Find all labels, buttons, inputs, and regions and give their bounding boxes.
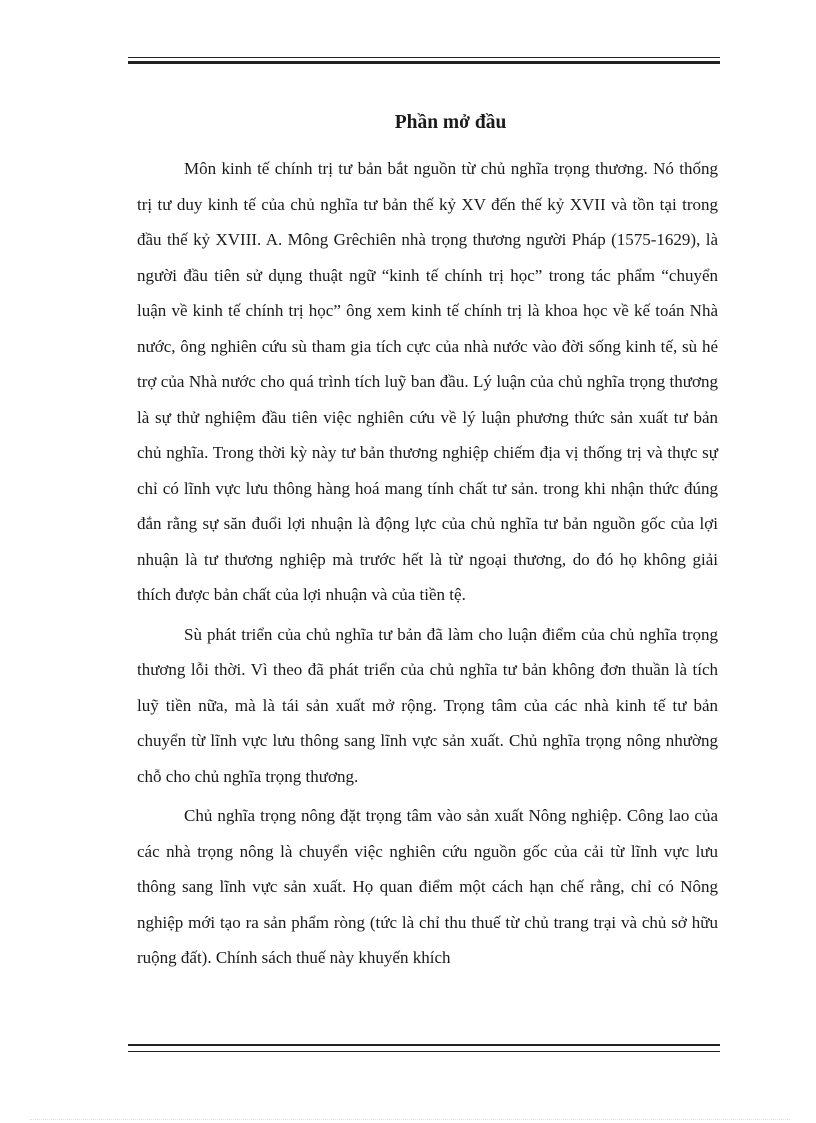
paragraph-3: Chủ nghĩa trọng nông đặt trọng tâm vào sản xuất Nông nghiệp. Công lao của các nhà trọng nông là chuyển việc nghiên cứu nguồn gốc của cải từ lĩnh vực lưu thông sang lĩnh vực sản xuất. Họ quan điểm một cách hạn chế rằng, chỉ có Nông nghiệp mới tạo ra sản phẩm ròng (tức là chỉ thu thuế từ chủ trang trại và chủ sở hữu ruộng đất). Chính sách thuế này khuyến khích: [137, 806, 718, 967]
footer-double-rule: [128, 1044, 720, 1052]
page-edge-dotted-line: [30, 1119, 790, 1120]
paragraph-1: Môn kinh tế chính trị tư bản bắt nguồn từ chủ nghĩa trọng thương. Nó thống trị tư duy kinh tế của chủ nghĩa tư bản thế kỷ XV đến thế kỷ XVII và tồn tại trong đầu thế kỷ XVIII. A. Mông Grêchiên nhà trọng thương người Pháp (1575-1629), là người đầu tiên sử dụng thuật ngữ “kinh tế chính trị học” trong tác phẩm “chuyển luận về kinh tế chính trị học” ông xem kinh tế chính trị là khoa học về kế toán Nhà nước, ông nghiên cứu sù tham gia tích cực của nhà nước vào đời sống kinh tế, sù hé trợ của Nhà nước cho quá trình tích luỹ ban đầu. Lý luận của chủ nghĩa trọng thương là sự thử nghiệm đầu tiên việc nghiên cứu về lý luận phương thức sản xuất tư bản chủ nghĩa. Trong thời kỳ này tư bản thương nghiệp chiếm địa vị thống trị và thực sự chỉ có lĩnh vực lưu thông hàng hoá mang tính chất tư sản. trong khi nhận thức đúng đắn rằng sự săn đuổi lợi nhuận là động lực của chủ nghĩa tư bản nguồn gốc của lợi nhuận là tư thương nghiệp mà trước hết là từ ngoại thương, do đó họ không giải thích được bản chất của lợi nhuận và của tiền tệ.: [137, 159, 718, 604]
page-body: [137, 108, 718, 980]
paragraph-2: Sù phát triển của chủ nghĩa tư bản đã làm cho luận điểm của chủ nghĩa trọng thương lỗi thời. Vì theo đã phát triển của chủ nghĩa tư bản không đơn thuần là tích luỹ tiền nữa, mà là tái sản xuất mở rộng. Trọng tâm của các nhà kinh tế tư bản chuyển từ lĩnh vực lưu thông sang lĩnh vực sản xuất. Chủ nghĩa trọng nông nhường chỗ cho chủ nghĩa trọng thương.: [137, 624, 718, 786]
section-title: Phần mở đầu: [394, 112, 507, 133]
header-double-rule: [128, 57, 720, 64]
